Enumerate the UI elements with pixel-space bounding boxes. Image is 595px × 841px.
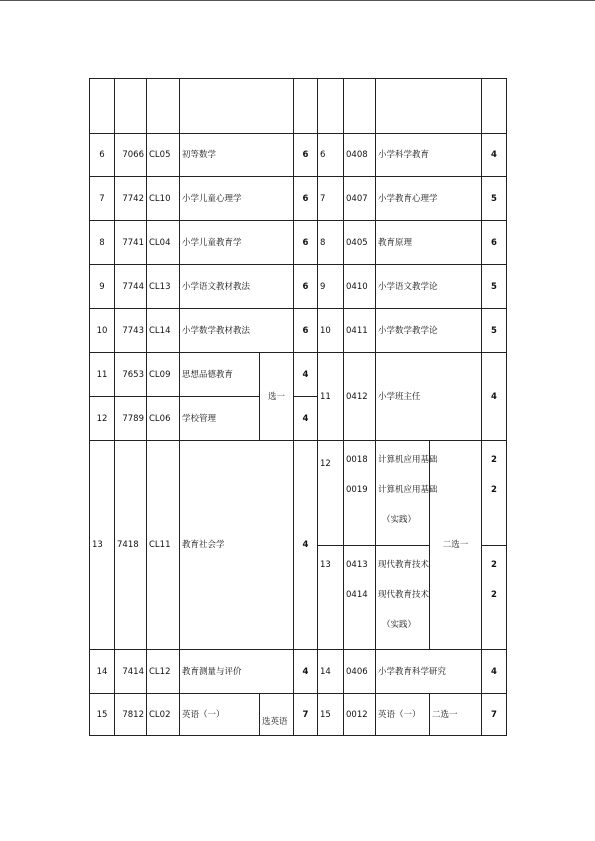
header-cell [294,79,318,134]
right-no: 10 [318,309,344,353]
left-name: 小学儿童教育学 [180,221,294,265]
right-no: 11 [318,353,344,441]
right-no: 14 [318,650,344,694]
right-credit: 5 [482,309,507,353]
right-credit-group [482,546,507,650]
left-code: 7741 [115,221,147,265]
left-course-code: CL09 [147,353,180,397]
right-name: 现代教育技术 [378,590,430,600]
right-credit: 7 [482,694,507,736]
header-cell [90,79,115,134]
left-note: 选英语 [260,694,294,736]
left-credit: 6 [294,221,318,265]
table-row [90,177,507,221]
left-course-code: CL04 [147,221,180,265]
course-comparison-table [89,78,507,736]
left-code: 7066 [115,134,147,177]
right-name: 小学数学教学论 [376,309,482,353]
right-name: 英语（一） [376,694,430,736]
right-name: 现代教育技术 [378,560,430,570]
left-credit: 4 [294,650,318,694]
header-cell [147,79,180,134]
right-name: 小学教育心理学 [376,177,482,221]
right-no: 9 [318,265,344,309]
left-course-code: CL11 [147,441,180,650]
right-name: 小学科学教育 [376,134,482,177]
left-credit: 6 [294,265,318,309]
right-name-group [376,441,438,546]
right-no: 8 [318,221,344,265]
choice-label: 二选一 [430,441,482,650]
right-note: 二选一 [430,694,482,736]
left-name: 初等数学 [180,134,294,177]
right-name: （实践） [382,620,417,630]
right-name: 计算机应用基础 [378,455,438,465]
right-name: （实践） [382,515,417,525]
table-row [90,265,507,309]
right-credit: 2 [491,485,497,495]
left-no: 15 [90,694,115,736]
right-code: 0414 [346,590,368,600]
right-code-group [344,546,376,650]
left-credit: 6 [294,177,318,221]
left-no: 11 [90,353,115,397]
right-name: 小学班主任 [376,353,482,441]
left-code: 7418 [115,441,147,650]
right-credit: 4 [482,134,507,177]
left-no: 7 [90,177,115,221]
left-name: 英语（一） [180,694,260,736]
left-code: 7743 [115,309,147,353]
header-cell [115,79,147,134]
left-course-code: CL13 [147,265,180,309]
left-code: 7742 [115,177,147,221]
right-credit: 2 [491,455,497,465]
table-row [90,353,507,397]
table-row [90,650,507,694]
right-credit: 4 [482,353,507,441]
choice-label: 选一 [260,353,294,441]
left-course-code: CL14 [147,309,180,353]
right-code: 0408 [344,134,376,177]
left-no: 9 [90,265,115,309]
right-code: 0405 [344,221,376,265]
left-name: 小学数学教材教法 [180,309,294,353]
table-row [90,309,507,353]
left-code: 7812 [115,694,147,736]
right-credit-group [482,441,507,546]
header-cell [482,79,507,134]
left-course-code: CL10 [147,177,180,221]
right-code: 0012 [344,694,376,736]
header-cell [376,79,482,134]
left-name: 教育测量与评价 [180,650,294,694]
right-name: 小学教育科学研究 [376,650,482,694]
left-name: 学校管理 [180,397,260,441]
left-course-code: CL12 [147,650,180,694]
right-credit: 6 [482,221,507,265]
left-no: 6 [90,134,115,177]
right-no: 7 [318,177,344,221]
page-top-rule [0,0,595,1]
left-code: 7653 [115,353,147,397]
right-credit: 2 [491,590,497,600]
right-code: 0018 [346,455,368,465]
right-name: 教育原理 [376,221,482,265]
right-credit: 2 [491,560,497,570]
left-no: 14 [90,650,115,694]
left-no: 10 [90,309,115,353]
right-name-group [376,546,430,650]
right-code: 0412 [344,353,376,441]
right-code: 0019 [346,485,368,495]
left-name: 教育社会学 [180,441,294,650]
table-row [90,134,507,177]
left-name: 小学语文教材教法 [180,265,294,309]
right-no: 15 [318,694,344,736]
header-cell [344,79,376,134]
left-credit: 6 [294,134,318,177]
right-name: 小学语文教学论 [376,265,482,309]
right-no: 6 [318,134,344,177]
left-code: 7789 [115,397,147,441]
right-name: 计算机应用基础 [378,485,438,495]
left-course-code: CL05 [147,134,180,177]
right-no: 13 [318,546,344,650]
table-row [90,694,507,736]
left-no: 13 [90,441,115,650]
right-code: 0410 [344,265,376,309]
left-credit: 7 [294,694,318,736]
left-credit: 4 [294,441,318,650]
table-row [90,441,507,546]
right-code: 0413 [346,560,368,570]
left-code: 7414 [115,650,147,694]
left-code: 7744 [115,265,147,309]
table-row [90,221,507,265]
right-code: 0411 [344,309,376,353]
right-credit: 4 [482,650,507,694]
left-name: 小学儿童心理学 [180,177,294,221]
header-cell [180,79,294,134]
left-name: 思想品德教育 [180,353,260,397]
right-no: 12 [318,441,344,546]
right-code: 0407 [344,177,376,221]
left-credit: 4 [294,397,318,441]
header-cell [318,79,344,134]
left-credit: 6 [294,309,318,353]
right-code: 0406 [344,650,376,694]
right-credit: 5 [482,265,507,309]
left-course-code: CL02 [147,694,180,736]
left-no: 8 [90,221,115,265]
left-no: 12 [90,397,115,441]
right-credit: 5 [482,177,507,221]
left-credit: 4 [294,353,318,397]
right-code-group [344,441,376,546]
left-course-code: CL06 [147,397,180,441]
header-row-blank [90,79,507,134]
